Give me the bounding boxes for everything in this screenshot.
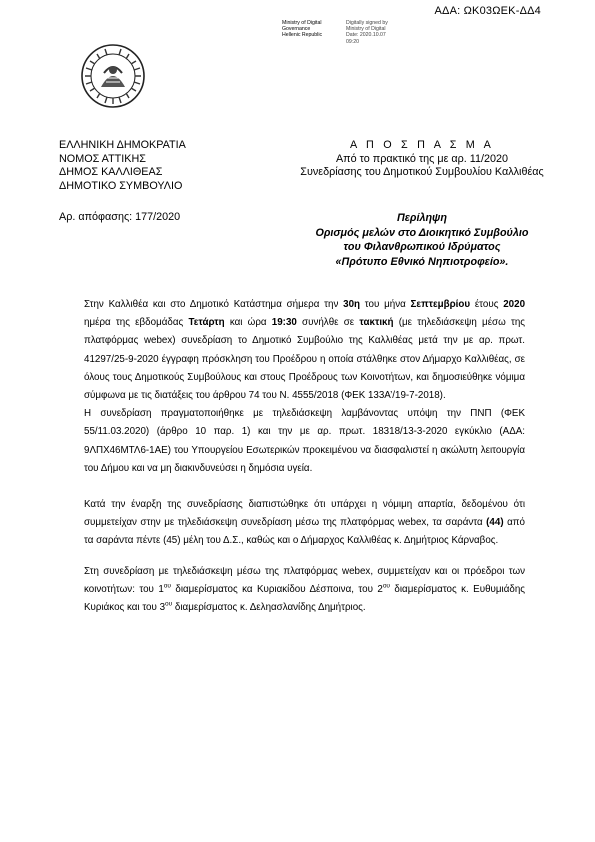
authority-line: ΕΛΛΗΝΙΚΗ ΔΗΜΟΚΡΑΤΙΑ [59,139,186,151]
summary-block [262,211,582,269]
signature-detail-line: Ministry of Digital [346,26,386,33]
issuing-authority [59,139,186,193]
excerpt-header [262,139,582,180]
minutes-prefix: Από το πρακτικό της με αρ. [335,152,467,165]
paragraph-session-convened: Στην Καλλιθέα και στο Δημοτικό Κατάστημα σήμερα την 30η του μήνα Σεπτεμβρίου έτους 2020 ημέρα της εβδομάδας Τετάρτη και ώρα 19:30 συνήλθε σε τακτική (με τηλεδιάσκεψη μέσω της πλατφόρμας webex) συνεδρίαση το Δημοτικό Συμβούλιο της Καλλιθέας μετά την με αρ. πρωτ. 41297/25-9-2020 έγγραφη πρόσκληση του Προέδρου η οποία στάλθηκε στον Δήμαρχο Καλλιθέας, σε όλους τους Δημοτικούς Συμβούλους και στους Προέδρους των Κοινοτήτων, και δημοσιεύθηκε νόμιμα σύμφωνα με τις διατάξεις του άρθρου 74 του Ν. 4555/2018 (ΦΕΚ 133Α’/19-7-2018). [84,299,526,402]
authority-line: ΔΗΜΟΣ ΚΑΛΛΙΘΕΑΣ [59,166,163,179]
paragraph-community-presidents: Στη συνεδρίαση με τηλεδιάσκεψη μέσω της πλατφόρμας webex, συμμετείχαν και οι πρόεδροι των κοινοτήτων: του $1^{o\upsilon}$ διαμερίσματος κα Κυριακίδου Δέσποινα, του $2^{o\upsilon}$ διαμερίσματος κ. Ευθυμιάδης Κυριάκος και του $3^{o\upsilon}$ διαμερίσματος κ. Δεληασλανίδης Δημήτριος. [84,565,525,614]
session-description: Συνεδρίασης του Δημοτικού Συμβουλίου Καλλιθέας [300,166,544,179]
signature-details [346,20,406,45]
summary-line: «Πρότυπο Εθνικό Νηπιοτροφείο». [335,255,509,268]
signature-line: Hellenic Republic [282,32,323,39]
signature-detail-line: Date: 2020.10.07 [346,32,386,39]
excerpt-title: Α Π Ο Σ Π Α Σ Μ Α [350,139,494,151]
minutes-reference [262,153,582,167]
document-body [84,296,525,617]
minutes-number: 11/2020 [469,152,509,165]
digital-signature-stamp [282,20,402,46]
signature-line: Governance [282,26,311,33]
signature-line: Ministry of Digital [282,20,322,26]
ada-code: ΑΔΑ: ΩΚ03ΩΕΚ-ΔΔ4 [434,5,541,17]
summary-line: Ορισμός μελών στο Διοικητικό Συμβούλιο [315,226,529,239]
paragraph-teleconference-basis: Η συνεδρίαση πραγματοποιήθηκε με τηλεδιάσκεψη λαμβάνοντας υπόψη την ΠΝΠ (ΦΕΚ 55/11.03.2020) (άρθρο 10 παρ. 1) και την με αρ. πρωτ. 18318/13-3-2020 εγκύκλιο (ΑΔΑ: 9ΛΠΧ46ΜΤΛ6-1ΑΕ) του Υπουργείου Εσωτερικών προκειμένου να διασφαλιστεί η ακώλυτη λειτουργία του Δήμου και να μη διακινδυνεύσει η δημόσια υγεία. [84,408,525,474]
summary-line: του Φιλανθρωπικού Ιδρύματος [343,241,501,253]
authority-line: ΔΗΜΟΤΙΚΟ ΣΥΜΒΟΥΛΙΟ [59,179,183,192]
decision-number: Αρ. απόφασης: 177/2020 [59,211,181,223]
signature-detail-line: Digitally signed by [346,20,388,26]
signature-issuer [282,20,344,39]
authority-line: ΝΟΜΟΣ ΑΤΤΙΚΗΣ [59,152,146,165]
summary-heading: Περίληψη [397,212,447,224]
municipality-seal-icon [80,43,146,109]
signature-detail-line: 09:20 [346,38,359,45]
paragraph-quorum: Κατά την έναρξη της συνεδρίασης διαπιστώθηκε ότι υπάρχει η νόμιμη απαρτία, δεδομένου ότι συμμετείχαν στην με τηλεδιάσκεψη συνεδρίαση μέσω της πλατφόρμας webex, τα σαράντα (44) από τα σαράντα πέντε (45) μέλη του Δ.Σ., καθώς και ο Δήμαρχος Καλλιθέας κ. Δημήτριος Κάρναβος. [84,499,525,547]
